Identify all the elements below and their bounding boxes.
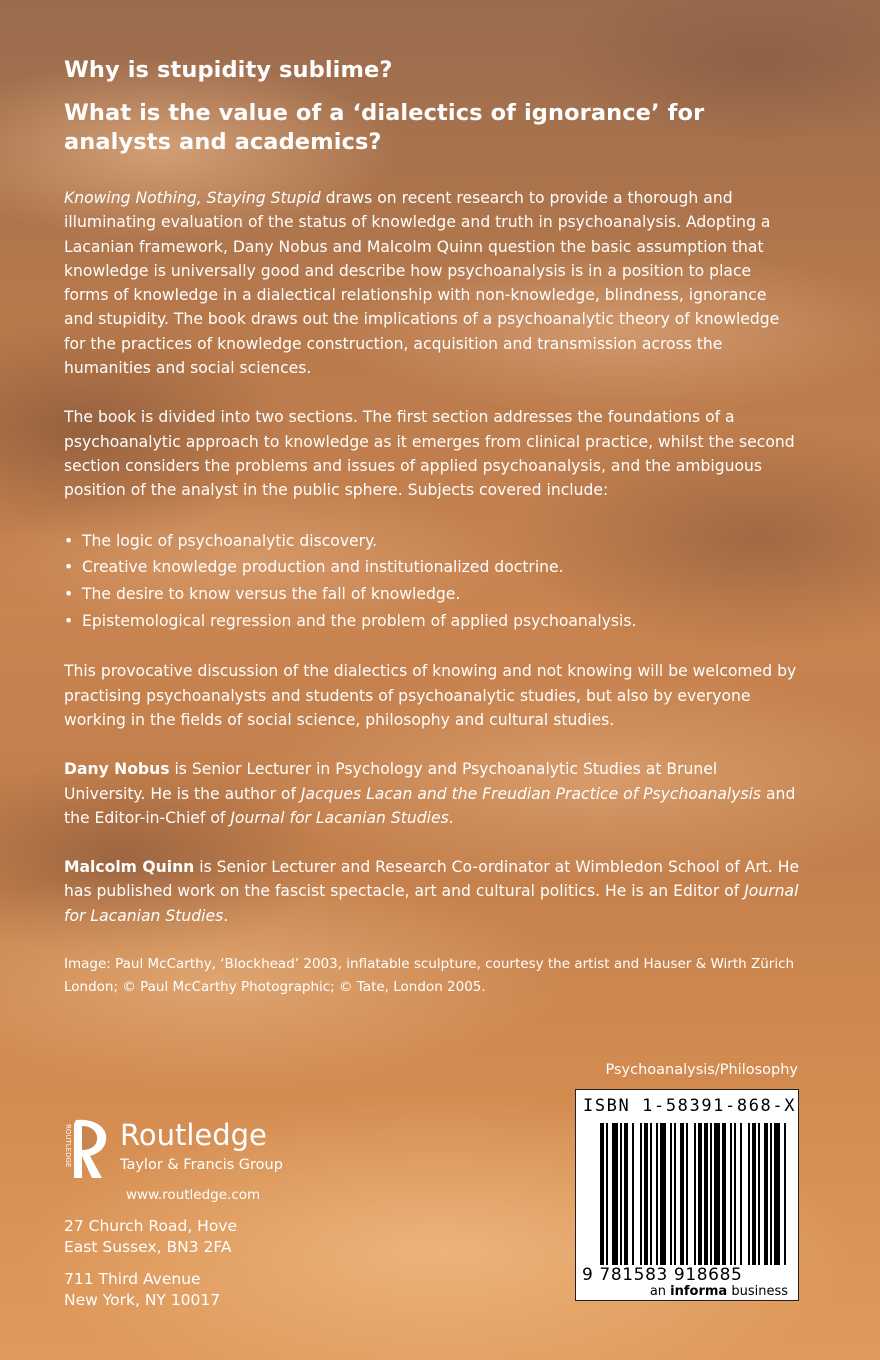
- logo-vertical-text: ROUTLEDGE: [64, 1124, 72, 1168]
- publisher-name: Routledge: [120, 1118, 267, 1152]
- informa-tagline: an informa business: [649, 1284, 788, 1299]
- author-bio-nobus: Dany Nobus is Senior Lecturer in Psychology and Psychoanalytic Studies at Brunel University. He is the author of Jacques Lacan and the Freudian Practice of Psychoanalysis and the Editor-in-Chief of Journal for Lacanian Studies.: [64, 760, 796, 827]
- journal-reference: Journal for Lacanian Studies: [230, 808, 449, 827]
- bullet: •: [64, 611, 74, 630]
- description-text: draws on recent research to provide a thorough and illuminating evaluation of the status of knowledge and truth in psychoanalysis. Adopting a Lacanian framework, Dany Nobus and Malcolm Quinn question the basic assumption that knowledge is universally good and describe how psychoanalysis is in a position to place forms of knowledge in a dialectical relationship with non-knowledge, blindness, ignorance and stupidity. The book draws out the implications of a psychoanalytic theory of knowledge for the practices of knowledge construction, acquisition and transmission across the humanities and social sciences.: [64, 189, 780, 378]
- subject-category: Psychoanalysis/Philosophy: [605, 1062, 798, 1078]
- barcode-panel: [575, 1089, 799, 1301]
- barcode-number: 9 781583 918685: [582, 1265, 743, 1285]
- author-bio-quinn: Malcolm Quinn is Senior Lecturer and Research Co-ordinator at Wimbledon School of Art. He has published work on the fascist spectacle, art and cultural politics. He is an Editor of Journal for Lacanian Studies.: [64, 858, 800, 925]
- bullet: •: [64, 531, 74, 550]
- description-paragraph: [64, 186, 800, 380]
- routledge-logo-icon: [62, 1116, 114, 1186]
- list-item: • The desire to know versus the fall of knowledge.: [64, 581, 800, 608]
- address-us: 711 Third Avenue New York, NY 10017: [64, 1270, 221, 1309]
- subjects-list: [64, 528, 800, 635]
- heading-question-2: What is the value of a ‘dialectics of ignorance’ for analysts and academics?: [64, 100, 705, 155]
- list-item: • Creative knowledge production and institutionalized doctrine.: [64, 554, 800, 581]
- journal-reference: Journal for Lacanian Studies: [64, 882, 799, 925]
- address-uk: 27 Church Road, Hove East Sussex, BN3 2FA: [64, 1217, 238, 1256]
- heading-question-1: Why is stupidity sublime?: [64, 57, 393, 83]
- list-item: • Epistemological regression and the problem of applied psychoanalysis.: [64, 608, 800, 635]
- list-item: • The logic of psychoanalytic discovery.: [64, 528, 800, 555]
- publisher-group: Taylor & Francis Group: [120, 1157, 283, 1173]
- image-credit: Image: Paul McCarthy, ‘Blockhead’ 2003, inflatable sculpture, courtesy the artist and Hauser & Wirth Zürich London; © Paul McCarthy Photographic; © Tate, London 2005.: [64, 956, 795, 995]
- back-cover-text: [64, 56, 800, 998]
- author-name: Dany Nobus: [64, 760, 170, 779]
- author-name: Malcolm Quinn: [64, 858, 195, 877]
- audience-paragraph: This provocative discussion of the dialectics of knowing and not knowing will be welcomed by practising psychoanalysts and students of psychoanalytic studies, but also by everyone working in the fields of social science, philosophy and cultural studies.: [64, 662, 797, 729]
- structure-paragraph: The book is divided into two sections. The first section addresses the foundations of a psychoanalytic approach to knowledge as it emerges from clinical practice, whilst the second section considers the problems and issues of applied psychoanalysis, and the ambiguous position of the analyst in the public sphere. Subjects covered include:: [64, 408, 795, 500]
- isbn-text: ISBN 1-58391-868-X: [583, 1096, 797, 1116]
- barcode-icon: [600, 1123, 788, 1265]
- publisher-website-link[interactable]: www.routledge.com: [126, 1187, 261, 1203]
- bullet: •: [64, 558, 74, 577]
- book-title: Knowing Nothing, Staying Stupid: [64, 189, 321, 207]
- bullet: •: [64, 584, 74, 603]
- book-reference: Jacques Lacan and the Freudian Practice of Psychoanalysis: [300, 784, 762, 803]
